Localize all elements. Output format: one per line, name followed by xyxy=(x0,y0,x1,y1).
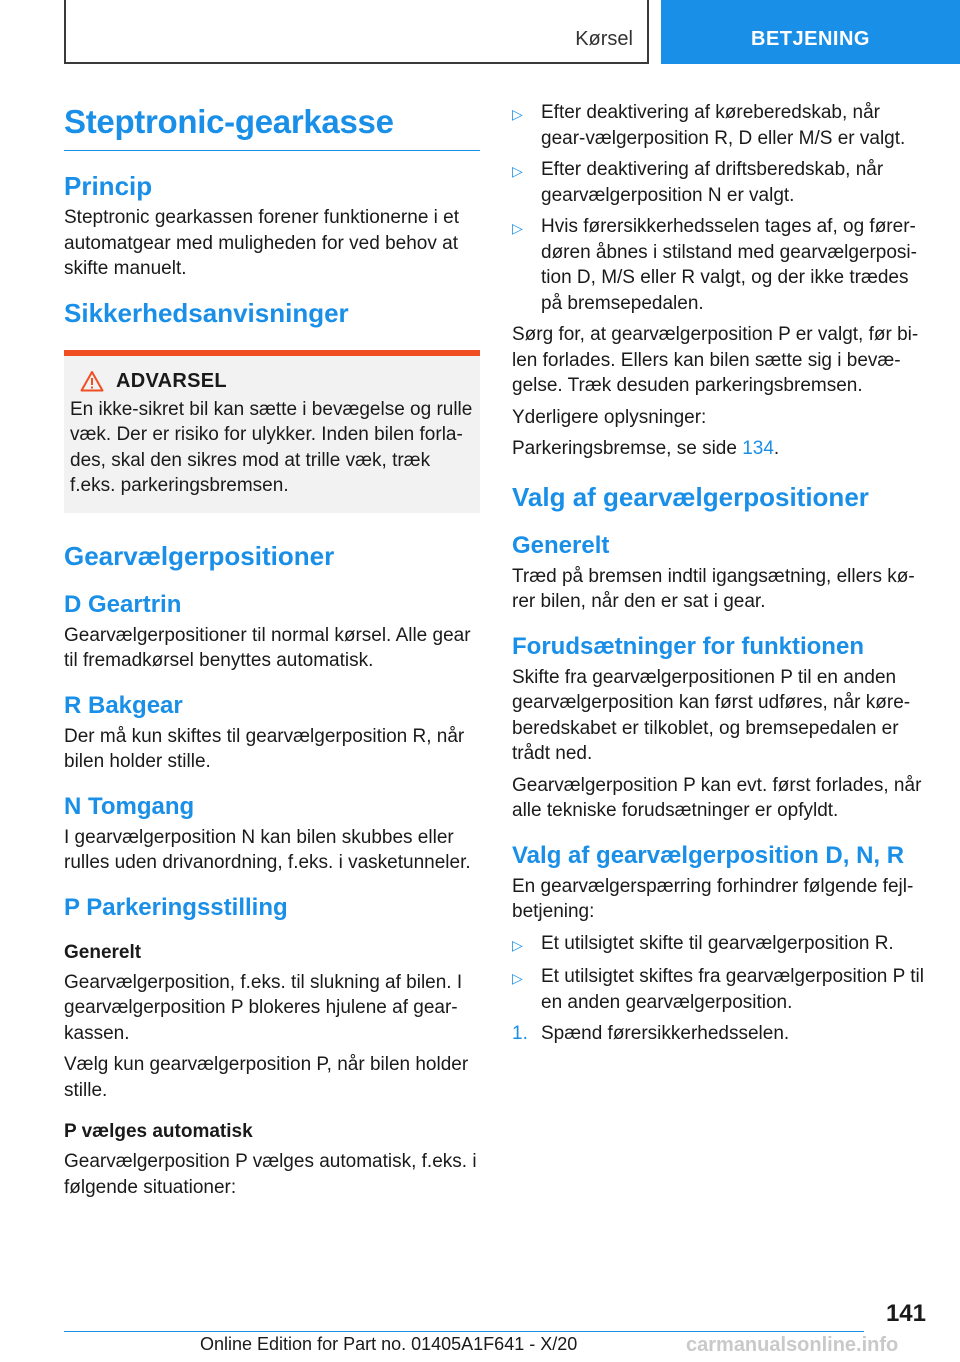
step-item: 1. Spænd førersikkerhedsselen. xyxy=(512,1021,928,1047)
left-column xyxy=(64,100,480,1206)
list-item: ▷ Efter deaktivering af køreberedskab, når gear-vælgerposition R, D eller M/S er valgt. xyxy=(512,100,928,151)
watermark: carmanualsonline.info xyxy=(686,1334,899,1356)
dnr-heading: Valg af gearvælgerposition D, N, R xyxy=(512,841,905,869)
p-auto-heading: P vælges automatisk xyxy=(64,1121,253,1142)
forud-text-1: Skifte fra gearvælgerpositionen P til en anden gearvælgerposition kan først udføres, når køre-beredskabet er tilkoblet, og bremsepedalen er trådt ned. xyxy=(512,666,911,764)
r-text: Der må kun skiftes til gearvælgerposition R, når bilen holder stille. xyxy=(64,725,465,772)
generelt-text: Træd på bremsen indtil igangsætning, ellers kø-rer bilen, når den er sat i gear. xyxy=(512,565,915,612)
triangle-bullet-icon: ▷ xyxy=(512,970,523,986)
n-text: I gearvælgerposition N kan bilen skubbes eller rulles uden drivanordning, f.eks. i vasketunneler. xyxy=(64,826,471,873)
header-section-label: Kørsel xyxy=(575,28,633,50)
reference-line: Parkeringsbremse, se side 134. xyxy=(512,438,780,459)
valg-heading: Valg af gearvælgerpositioner xyxy=(512,481,869,512)
triangle-bullet-icon: ▷ xyxy=(512,106,523,122)
page-title: Steptronic-gearkasse xyxy=(64,100,480,151)
footer-edition: Online Edition for Part no. 01405A1F641 - X/20 xyxy=(200,1334,578,1354)
d-text: Gearvælgerpositioner til normal kørsel. Alle gear til fremadkørsel benyttes automatisk. xyxy=(64,624,471,671)
safety-heading: Sikkerhedsanvisninger xyxy=(64,297,349,328)
p-heading: P Parkeringsstilling xyxy=(64,893,288,921)
n-heading: N Tomgang xyxy=(64,792,195,820)
d-heading: D Geartrin xyxy=(64,590,182,618)
princip-heading: Princip xyxy=(64,171,153,201)
warning-triangle-icon xyxy=(80,370,104,392)
p-general-text: Gearvælgerposition, f.eks. til slukning af bilen. I gearvælgerposition P blokeres hjulene af gear-kassen. xyxy=(64,971,463,1044)
footer-divider xyxy=(64,1331,864,1332)
r-heading: R Bakgear xyxy=(64,691,183,719)
header-section-box xyxy=(64,0,649,64)
forud-text-2: Gearvælgerposition P kan evt. først forlades, når alle tekniske forudsætninger er opfyldt. xyxy=(512,774,922,821)
generelt-heading: Generelt xyxy=(512,531,610,559)
p-general-text-2: Vælg kun gearvælgerposition P, når bilen holder stille. xyxy=(64,1054,469,1101)
list-item: ▷ Efter deaktivering af driftsberedskab, når gearvælgerposition N er valgt. xyxy=(512,157,928,208)
list-item: ▷ Hvis førersikkerhedsselen tages af, og fører-døren åbnes i stilstand med gearvælgerposi-tion D, M/S eller R valgt, og der ikke trædes på bremsepedalen. xyxy=(512,214,928,316)
positions-heading: Gearvælgerpositioner xyxy=(64,540,335,571)
header-tab-label: BETJENING xyxy=(751,28,870,50)
princip-text: Steptronic gearkassen forener funktionerne i et automatgear med muligheden for ved behov at skifte manuelt. xyxy=(64,207,460,279)
page-number: 141 xyxy=(885,1300,926,1327)
warning-box xyxy=(64,350,480,513)
list-item: ▷ Et utilsigtet skiftes fra gearvælgerposition P til en anden gearvælgerposition. xyxy=(512,964,928,1015)
triangle-bullet-icon: ▷ xyxy=(512,936,523,953)
auto-p-list xyxy=(512,100,928,316)
triangle-bullet-icon: ▷ xyxy=(512,163,523,179)
p-auto-text: Gearvælgerposition P vælges automatisk, f.eks. i følgende situationer: xyxy=(64,1151,477,1198)
p-general-heading: Generelt xyxy=(64,941,142,963)
forud-heading: Forudsætninger for funktionen xyxy=(512,632,864,660)
warning-text: En ikke-sikret bil kan sætte i bevægelse og rulle væk. Der er risiko for ulykker. Inden bilen forla-des, skal den sikres mod at trille væk, træk f.eks. parkeringsbremsen. xyxy=(70,398,473,496)
right-column xyxy=(512,100,928,1053)
triangle-bullet-icon: ▷ xyxy=(512,220,523,236)
list-item: ▷ Et utilsigtet skifte til gearvælgerposition R. xyxy=(512,931,928,959)
more-info-label: Yderligere oplysninger: xyxy=(512,406,707,428)
lock-list xyxy=(512,931,928,1047)
warning-label: ADVARSEL xyxy=(116,369,227,392)
dnr-text: En gearvælgerspærring forhindrer følgende fejl-betjening: xyxy=(512,875,914,922)
header-tab[interactable] xyxy=(661,0,960,64)
page-reference-link[interactable]: 134 xyxy=(742,438,774,459)
secure-text: Sørg for, at gearvælgerposition P er valgt, før bi-len forlades. Ellers kan bilen sætte sig i bevæ-gelse. Træk desuden parkeringsbremsen. xyxy=(512,324,919,396)
step-number: 1. xyxy=(512,1023,528,1044)
